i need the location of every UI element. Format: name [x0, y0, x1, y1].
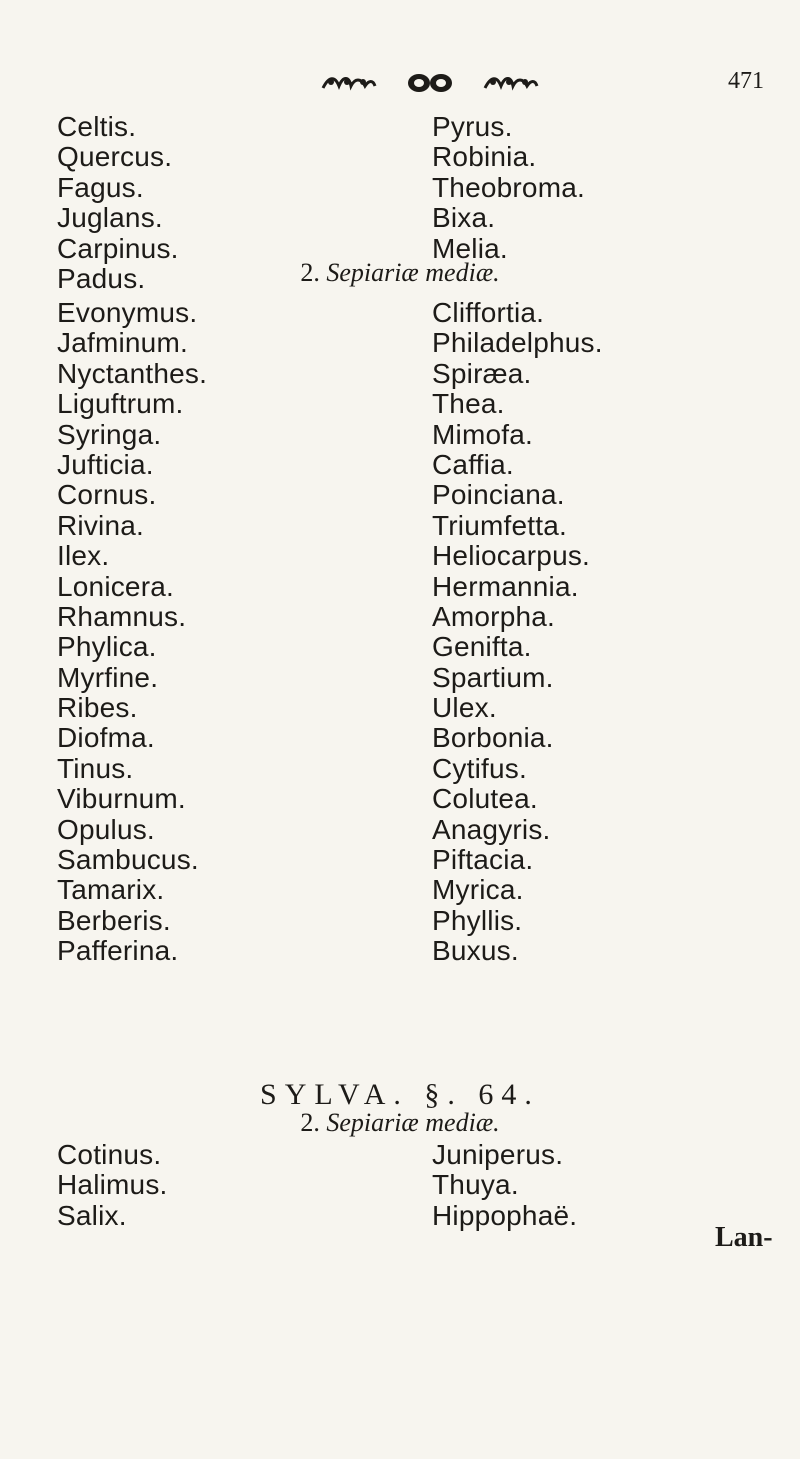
- genus-name: Halimus.: [57, 1169, 168, 1201]
- genus-name: Cornus.: [57, 479, 157, 511]
- genus-name: Spiræa.: [432, 357, 532, 389]
- genus-name: Hippophaë.: [432, 1199, 578, 1231]
- genus-name: Berberis.: [57, 904, 171, 936]
- catchword: Lan-: [715, 1222, 773, 1253]
- floral-ornament-icon: [321, 70, 377, 96]
- genus-name: Evonymus.: [57, 297, 198, 328]
- heading-word: Sepiariæ: [326, 1108, 419, 1137]
- genus-name: Bixa.: [432, 202, 496, 234]
- genus-name: Carpinus.: [57, 232, 179, 264]
- genus-name: Tamarix.: [57, 874, 165, 906]
- genus-name: Robinia.: [432, 141, 537, 173]
- genus-list-left-middle: [57, 298, 207, 967]
- genus-name: Quercus.: [57, 141, 173, 173]
- genus-name: Sambucus.: [57, 844, 199, 876]
- genus-name: Genifta.: [432, 631, 532, 663]
- genus-name: Thea.: [432, 388, 505, 420]
- genus-name: Myrfine.: [57, 661, 159, 693]
- genus-name: Melia.: [432, 232, 508, 264]
- genus-name: Buxus.: [432, 935, 519, 967]
- genus-name: Pafferina.: [57, 935, 179, 967]
- section-heading: [0, 258, 800, 288]
- genus-list-right-top: [432, 112, 585, 264]
- floral-ornament-icon: [483, 70, 539, 96]
- genus-name: Hermannia.: [432, 570, 579, 602]
- genus-list-right-middle: [432, 298, 603, 967]
- heading-word: mediæ.: [425, 258, 500, 287]
- heading-number: 2.: [300, 1108, 320, 1137]
- header-ornament: [270, 66, 590, 100]
- genus-name: Jufticia.: [57, 448, 154, 480]
- section-heading: [0, 1108, 800, 1138]
- genus-name: Salix.: [57, 1199, 127, 1231]
- genus-name: Opulus.: [57, 813, 155, 845]
- section-title: SYLVA. §. 64.: [260, 1078, 540, 1111]
- genus-name: Mimofa.: [432, 418, 533, 450]
- genus-name: Syringa.: [57, 418, 162, 450]
- genus-name: Viburnum.: [57, 783, 186, 815]
- heading-word: mediæ.: [425, 1108, 500, 1137]
- genus-name: Fagus.: [57, 171, 144, 203]
- genus-name: Spartium.: [432, 661, 554, 693]
- genus-name: Pyrus.: [432, 111, 513, 142]
- genus-name: Colutea.: [432, 783, 538, 815]
- heading-word: Sepiariæ: [326, 258, 419, 287]
- genus-name: Tinus.: [57, 752, 134, 784]
- genus-name: Phyllis.: [432, 904, 523, 936]
- genus-name: Thuya.: [432, 1169, 519, 1201]
- genus-name: Padus.: [57, 262, 146, 294]
- central-ornament-icon: [405, 70, 455, 96]
- genus-name: Juglans.: [57, 202, 163, 234]
- genus-name: Lonicera.: [57, 570, 174, 602]
- genus-name: Cotinus.: [57, 1139, 162, 1170]
- genus-name: Rhamnus.: [57, 600, 187, 632]
- genus-name: Piftacia.: [432, 844, 534, 876]
- genus-name: Myrica.: [432, 874, 524, 906]
- genus-name: Theobroma.: [432, 171, 585, 203]
- genus-name: Cytifus.: [432, 752, 527, 784]
- page-number: 471: [728, 68, 764, 94]
- genus-name: Diofma.: [57, 722, 155, 754]
- genus-name: Celtis.: [57, 111, 137, 142]
- genus-name: Borbonia.: [432, 722, 554, 754]
- genus-name: Amorpha.: [432, 600, 555, 632]
- genus-name: Ribes.: [57, 692, 138, 724]
- genus-name: Ilex.: [57, 540, 110, 572]
- genus-name: Rivina.: [57, 509, 144, 541]
- genus-name: Juniperus.: [432, 1139, 564, 1170]
- genus-list-left-bottom: [57, 1140, 168, 1231]
- genus-list-right-bottom: [432, 1140, 577, 1231]
- genus-name: Liguftrum.: [57, 388, 184, 420]
- heading-number: 2.: [300, 258, 320, 287]
- genus-name: Triumfetta.: [432, 509, 567, 541]
- genus-name: Philadelphus.: [432, 327, 603, 359]
- genus-name: Ulex.: [432, 692, 497, 724]
- genus-name: Heliocarpus.: [432, 540, 591, 572]
- genus-name: Caffia.: [432, 448, 514, 480]
- genus-name: Phylica.: [57, 631, 157, 663]
- genus-name: Cliffortia.: [432, 297, 545, 328]
- genus-name: Nyctanthes.: [57, 357, 208, 389]
- genus-name: Poinciana.: [432, 479, 565, 511]
- genus-name: Anagyris.: [432, 813, 551, 845]
- genus-name: Jafminum.: [57, 327, 188, 359]
